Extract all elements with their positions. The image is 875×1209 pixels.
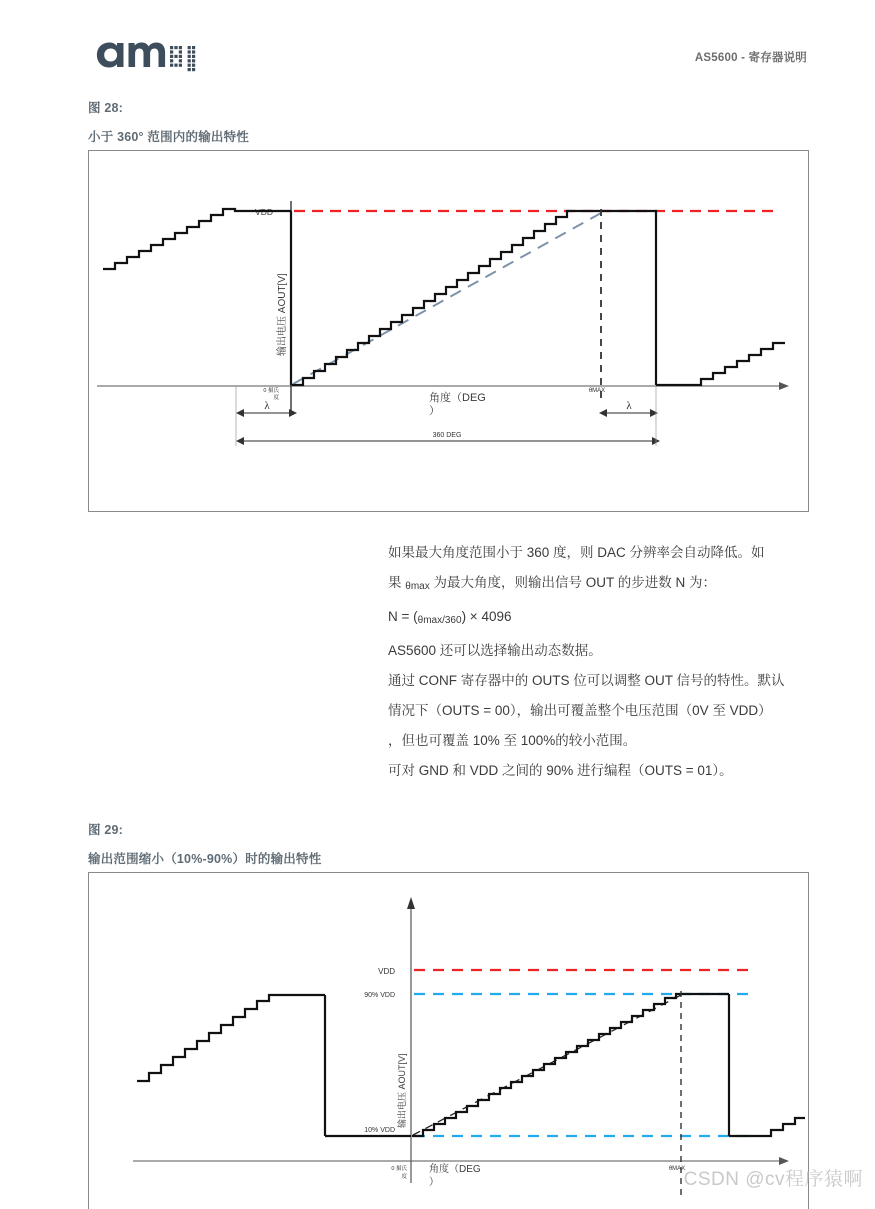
svg-text:90% VDD: 90% VDD xyxy=(364,992,395,999)
svg-text:输出电压 AOUT[V]: 输出电压 AOUT[V] xyxy=(397,1053,407,1128)
svg-text:输出电压 AOUT[V]: 输出电压 AOUT[V] xyxy=(277,273,288,356)
svg-text:度: 度 xyxy=(401,1174,407,1180)
figure-28-chart xyxy=(88,150,809,512)
svg-text:λ: λ xyxy=(626,400,632,412)
svg-text:角度（DEG: 角度（DEG xyxy=(429,1164,481,1175)
svg-text:）: ） xyxy=(429,1177,439,1188)
figure-28-label: 图 28: xyxy=(88,101,124,115)
theta-max-subscript: θmax xyxy=(405,581,430,592)
svg-text:）: ） xyxy=(429,405,440,417)
text-line-1: 如果最大角度范围小于 360 度，则 DAC 分辨率会自动降低。如 xyxy=(388,545,765,560)
document-title: AS5600 - 寄存器说明 xyxy=(694,52,807,64)
text-line-2-a: 果 xyxy=(388,575,406,590)
svg-text:θMAX: θMAX xyxy=(588,388,606,394)
figure-29-chart xyxy=(88,872,809,1209)
svg-text:0 摄氏: 0 摄氏 xyxy=(391,1166,407,1172)
svg-text:VDD: VDD xyxy=(378,967,395,976)
svg-text:角度（DEG: 角度（DEG xyxy=(429,392,486,404)
formula-line xyxy=(388,602,820,636)
page-header xyxy=(0,0,875,100)
ams-logo xyxy=(92,34,202,76)
text-line-6: 情况下（OUTS = 00），输出可覆盖整个电压范围（0V 至 VDD） xyxy=(388,703,772,718)
text-line-2 xyxy=(388,568,820,602)
figure-28-title: 小于 360° 范围内的输出特性 xyxy=(88,130,250,144)
formula-subscript: θmax/360 xyxy=(417,615,462,626)
figure-29-label: 图 29: xyxy=(88,823,124,837)
svg-text:度: 度 xyxy=(273,395,279,401)
text-line-2-b: 为最大角度，则输出信号 OUT 的步进数 N 为： xyxy=(429,575,716,590)
svg-text:θMAX: θMAX xyxy=(668,1166,686,1172)
svg-text:360 DEG: 360 DEG xyxy=(432,432,462,439)
formula-a: N = ( xyxy=(388,609,418,624)
body-paragraph-1 xyxy=(388,538,820,786)
text-line-7: ，但也可覆盖 10% 至 100%的较小范围。 xyxy=(388,733,637,748)
text-line-8: 可对 GND 和 VDD 之间的 90% 进行编程（OUTS = 01）。 xyxy=(388,763,733,778)
text-line-5: 通过 CONF 寄存器中的 OUTS 位可以调整 OUT 信号的特性。默认 xyxy=(388,673,785,688)
formula-b: ) × 4096 xyxy=(461,609,512,624)
svg-text:λ: λ xyxy=(264,400,270,412)
svg-text:VDD: VDD xyxy=(255,207,273,217)
figure-29-title: 输出范围缩小（10%-90%）时的输出特性 xyxy=(88,852,322,866)
csdn-watermark: CSDN @cv程序猿啊 xyxy=(683,1169,863,1190)
svg-text:0 摄氏: 0 摄氏 xyxy=(263,388,279,394)
svg-text:10% VDD: 10% VDD xyxy=(364,1127,395,1134)
text-line-4: AS5600 还可以选择输出动态数据。 xyxy=(388,643,602,658)
